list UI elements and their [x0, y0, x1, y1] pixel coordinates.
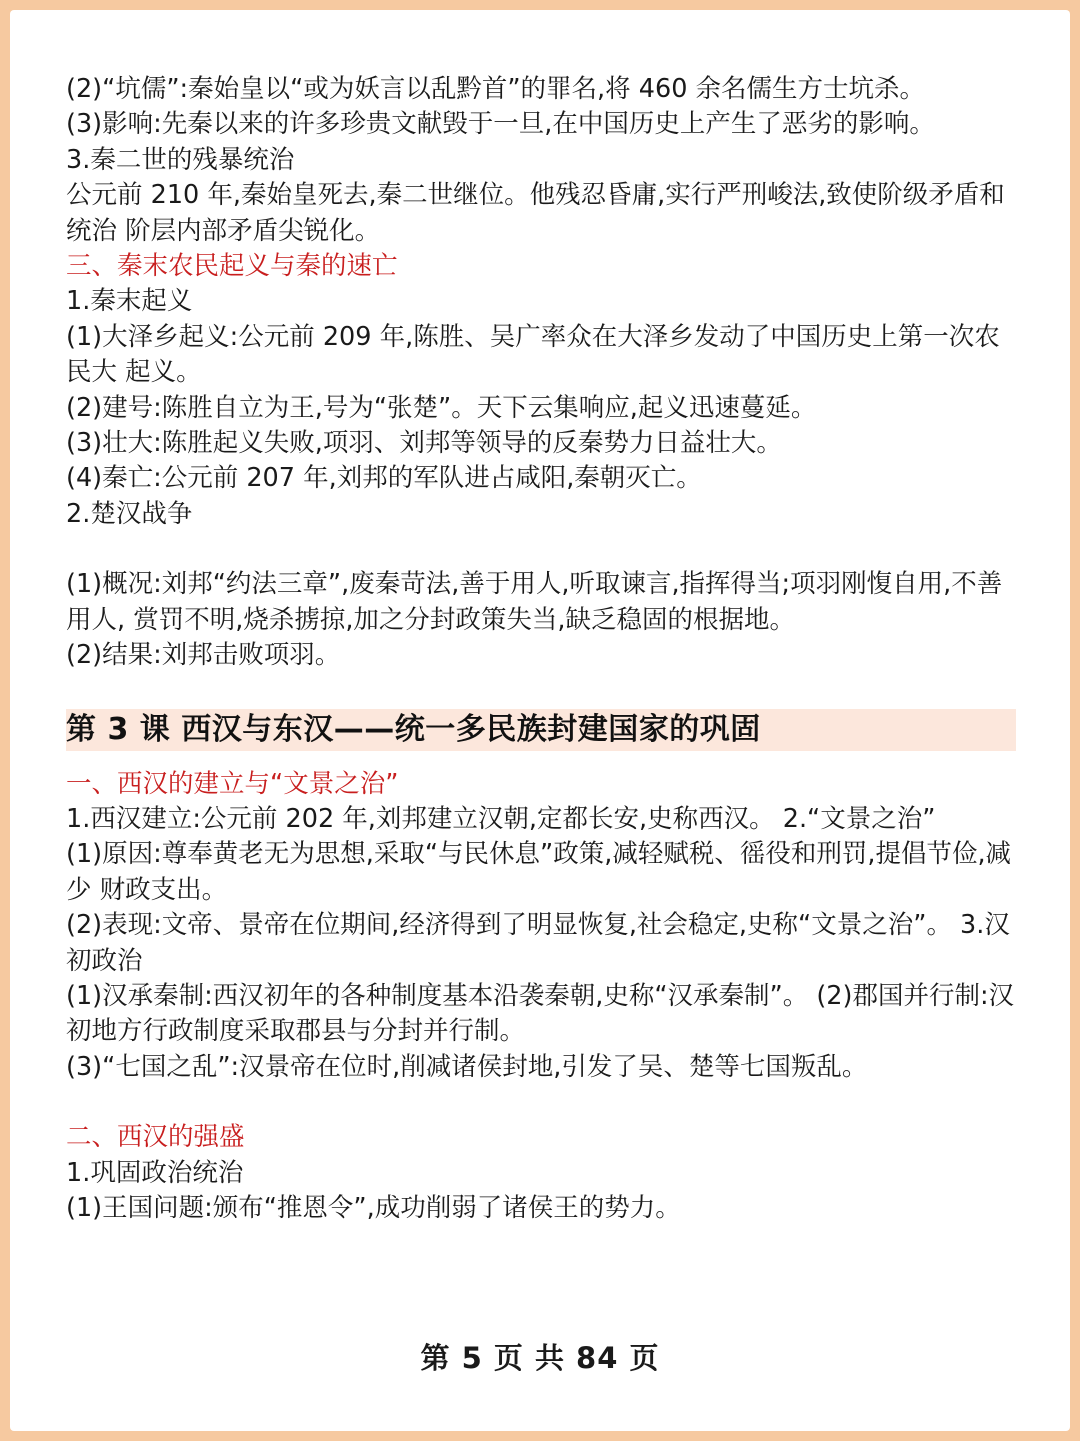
section-heading-qinmo: 三、秦末农民起义与秦的速亡 [66, 251, 398, 282]
paragraph: (3)影响:先秦以来的许多珍贵文献毁于一旦,在中国历史上产生了恶劣的影响。 [66, 109, 935, 140]
lesson-title: 第 3 课 西汉与东汉——统一多民族封建国家的巩固 [66, 709, 1016, 751]
section-heading-qiangsheng: 二、西汉的强盛 [66, 1122, 245, 1153]
spacer [66, 1085, 1016, 1120]
paragraph: (4)秦亡:公元前 207 年,刘邦的军队进占咸阳,秦朝灭亡。 [66, 463, 702, 494]
paragraph: (2)表现:文帝、景帝在位期间,经济得到了明显恢复,社会稳定,史称“文景之治”。 3.汉初政治 [66, 910, 1010, 976]
document-body [66, 72, 1016, 1226]
paragraph: (2)建号:陈胜自立为王,号为“张楚”。天下云集响应,起义迅速蔓延。 [66, 392, 817, 423]
spacer [66, 751, 1016, 767]
page-number-footer: 第 5 页 共 84 页 [420, 1341, 660, 1375]
section-heading-xihan: 一、西汉的建立与“文景之治” [66, 768, 399, 799]
paragraph: (2)结果:刘邦击败项羽。 [66, 640, 341, 671]
paragraph: (1)汉承秦制:西汉初年的各种制度基本沿袭秦朝,史称“汉承秦制”。 (2)郡国并行制:汉初地方行政制度采取郡县与分封并行制。 [66, 980, 1015, 1047]
paragraph: 公元前 210 年,秦始皇死去,秦二世继位。他残忍昏庸,实行严刑峻法,致使阶级矛盾和统治 阶层内部矛盾尖锐化。 [66, 180, 1005, 246]
paragraph: (1)概况:刘邦“约法三章”,废秦苛法,善于用人,听取谏言,指挥得当;项羽刚愎自用,不善用人, 赏罚不明,烧杀掳掠,加之分封政策失当,缺乏稳固的根据地。 [66, 569, 1003, 635]
spacer [66, 532, 1016, 567]
page-frame [10, 10, 1070, 1431]
paragraph: 3.秦二世的残暴统治 [66, 144, 295, 175]
paragraph: 1.西汉建立:公元前 202 年,刘邦建立汉朝,定都长安,史称西汉。 2.“文景之治” [66, 803, 936, 834]
paragraph: (1)王国问题:颁布“推恩令”,成功削弱了诸侯王的势力。 [66, 1192, 681, 1223]
paragraph: (3)壮大:陈胜起义失败,项羽、刘邦等领导的反秦势力日益壮大。 [66, 428, 782, 459]
paragraph: (2)“坑儒”:秦始皇以“或为妖言以乱黔首”的罪名,将 460 余名儒生方士坑杀。 [66, 74, 926, 104]
paragraph: (3)“七国之乱”:汉景帝在位时,削减诸侯封地,引发了吴、楚等七国叛乱。 [66, 1051, 868, 1082]
spacer [66, 674, 1016, 709]
paragraph: (1)大泽乡起义:公元前 209 年,陈胜、吴广率众在大泽乡发动了中国历史上第一次农民大 起义。 [66, 321, 1000, 388]
paragraph: 2.楚汉战争 [66, 498, 193, 529]
paragraph: 1.巩固政治统治 [66, 1157, 244, 1188]
paragraph: 1.秦末起义 [66, 286, 193, 317]
paragraph: (1)原因:尊奉黄老无为思想,采取“与民休息”政策,减轻赋税、徭役和刑罚,提倡节俭,减少 财政支出。 [66, 839, 1012, 905]
